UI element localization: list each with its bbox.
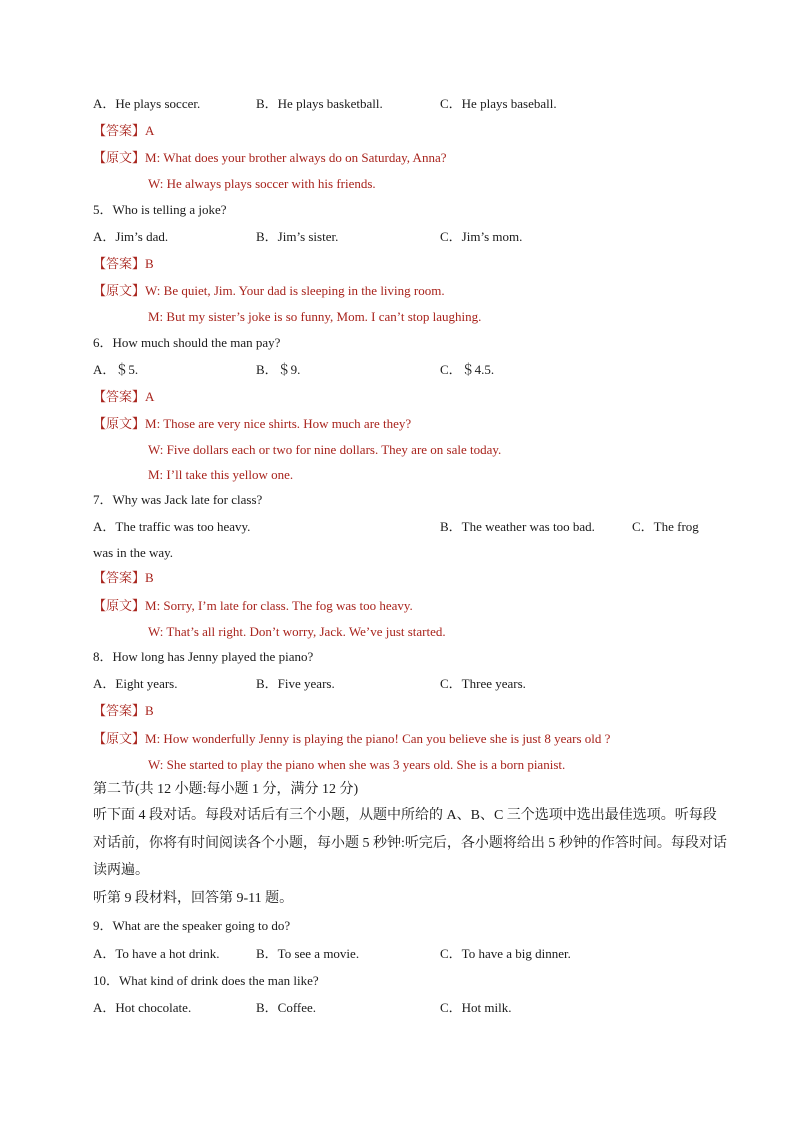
- section-heading: 第二节(共 12 小题:每小题 1 分，满分 12 分): [93, 782, 359, 797]
- q6-question: 6．How much should the man pay?: [93, 335, 281, 350]
- q9-option-a: A．To have a hot drink.: [93, 946, 220, 961]
- q10-question: 10．What kind of drink does the man like?: [93, 973, 319, 988]
- q4-answer: [93, 123, 154, 139]
- q6-transcript: [93, 416, 411, 432]
- q6-option-a: A．＄5.: [93, 362, 139, 377]
- q6-option-b: B．＄9.: [256, 362, 301, 377]
- answer-tag: 【答案】: [93, 570, 146, 585]
- answer-value: B: [145, 256, 154, 271]
- dialogue-line: M: Those are very nice shirts. How much are they?: [145, 416, 412, 431]
- dialogue-line: W: Five dollars each or two for nine dollars. They are on sale today.: [148, 442, 502, 457]
- q10-option-c: C．Hot milk.: [440, 1000, 512, 1015]
- q4-option-a: A．He plays soccer.: [93, 96, 201, 111]
- dialogue-line: M: How wonderfully Jenny is playing the piano! Can you believe she is just 8 years old ?: [145, 731, 611, 746]
- dialogue-line: W: She started to play the piano when she was 3 years old. She is a born pianist.: [148, 757, 566, 772]
- q5-transcript: [93, 283, 445, 299]
- answer-value: B: [145, 570, 154, 585]
- q7-option-c: C．The frog: [632, 519, 699, 534]
- answer-tag: 【答案】: [93, 256, 146, 271]
- q7-option-a: A．The traffic was too heavy.: [93, 519, 251, 534]
- q8-option-c: C．Three years.: [440, 676, 526, 691]
- q9-option-b: B．To see a movie.: [256, 946, 360, 961]
- q4-transcript: [93, 150, 446, 166]
- answer-tag: 【答案】: [93, 389, 146, 404]
- q7-option-c-continued: was in the way.: [93, 545, 174, 560]
- section-instructions: 读两遍。: [93, 863, 149, 878]
- q5-option-b: B．Jim’s sister.: [256, 229, 339, 244]
- answer-tag: 【答案】: [93, 703, 146, 718]
- dialogue-line: M: But my sister’s joke is so funny, Mom. I can’t stop laughing.: [148, 309, 482, 324]
- q7-answer: [93, 570, 154, 586]
- q5-answer: [93, 256, 154, 272]
- material-note: 听第 9 段材料，回答第 9-11 题。: [93, 891, 294, 906]
- q8-question: 8．How long has Jenny played the piano?: [93, 649, 314, 664]
- answer-tag: 【答案】: [93, 123, 146, 138]
- transcript-tag: 【原文】: [93, 598, 146, 613]
- section-instructions: 听下面 4 段对话。每段对话后有三个小题，从题中所给的 A、B、C 三个选项中选出最佳选项。听每段: [93, 808, 717, 823]
- q8-option-b: B．Five years.: [256, 676, 335, 691]
- section-instructions: 对话前，你将有时间阅读各个小题，每小题 5 秒钟:听完后，各小题将给出 5 秒钟的作答时间。每段对话: [93, 836, 727, 851]
- dialogue-line: M: I’ll take this yellow one.: [148, 467, 294, 482]
- q10-option-b: B．Coffee.: [256, 1000, 317, 1015]
- q9-option-c: C．To have a big dinner.: [440, 946, 571, 961]
- q7-option-b: B．The weather was too bad.: [440, 519, 595, 534]
- q5-option-a: A．Jim’s dad.: [93, 229, 169, 244]
- q6-option-c: C．＄4.5.: [440, 362, 495, 377]
- transcript-tag: 【原文】: [93, 150, 146, 165]
- answer-value: A: [145, 123, 155, 138]
- q7-transcript: [93, 598, 413, 614]
- q10-option-a: A．Hot chocolate.: [93, 1000, 192, 1015]
- q8-transcript: [93, 731, 610, 747]
- answer-value: A: [145, 389, 155, 404]
- q5-option-c: C．Jim’s mom.: [440, 229, 523, 244]
- dialogue-line: W: Be quiet, Jim. Your dad is sleeping in the living room.: [145, 283, 445, 298]
- q4-option-b: B．He plays basketball.: [256, 96, 383, 111]
- answer-value: B: [145, 703, 154, 718]
- transcript-tag: 【原文】: [93, 283, 146, 298]
- q7-question: 7．Why was Jack late for class?: [93, 492, 263, 507]
- dialogue-line: W: He always plays soccer with his friends.: [148, 176, 376, 191]
- dialogue-line: W: That’s all right. Don’t worry, Jack. We’ve just started.: [148, 624, 446, 639]
- transcript-tag: 【原文】: [93, 731, 146, 746]
- transcript-tag: 【原文】: [93, 416, 146, 431]
- q5-question: 5．Who is telling a joke?: [93, 202, 227, 217]
- q8-answer: [93, 703, 154, 719]
- q4-option-c: C．He plays baseball.: [440, 96, 557, 111]
- dialogue-line: M: Sorry, I’m late for class. The fog was too heavy.: [145, 598, 413, 613]
- q6-answer: [93, 389, 154, 405]
- dialogue-line: M: What does your brother always do on Saturday, Anna?: [145, 150, 447, 165]
- q8-option-a: A．Eight years.: [93, 676, 178, 691]
- q9-question: 9．What are the speaker going to do?: [93, 918, 291, 933]
